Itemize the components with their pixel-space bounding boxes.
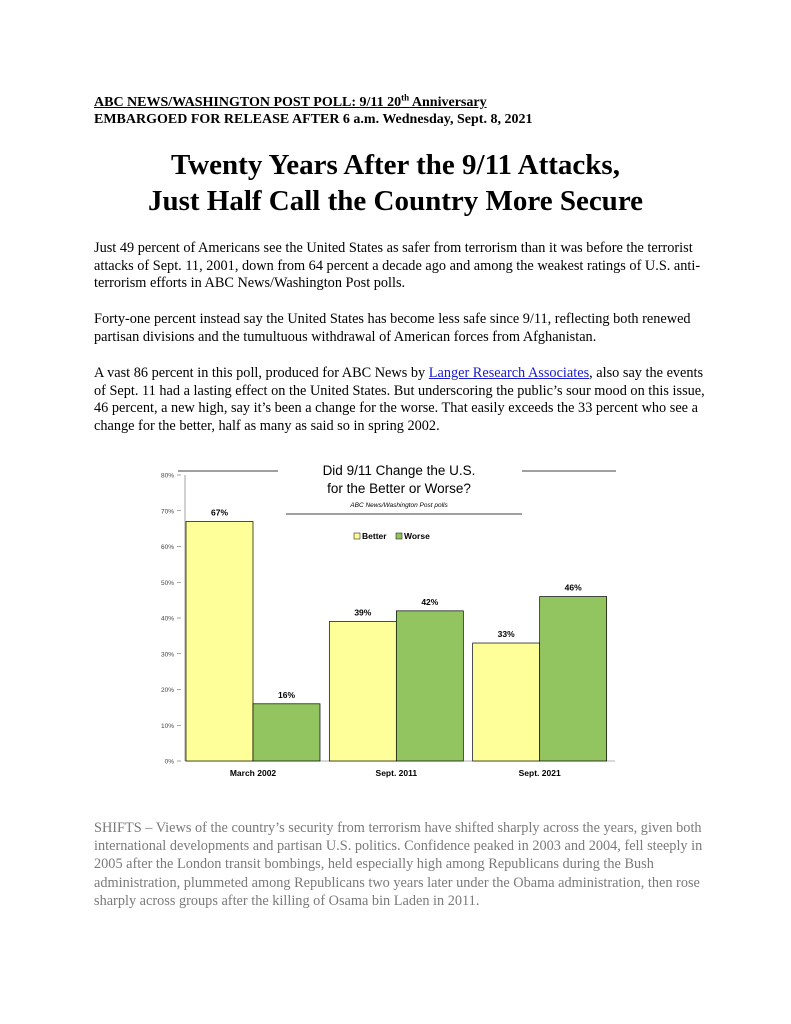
paragraph-2: Forty-one percent instead say the United States has become less safe since 9/11, reflecting both renewed partisan divisions and the tumultuous withdrawal of American forces from Afghanistan. bbox=[94, 311, 691, 345]
data-label: 39% bbox=[354, 607, 372, 618]
header-line-1-suffix: Anniversary bbox=[409, 95, 487, 110]
chart-title-line-2: for the Better or Worse? bbox=[327, 481, 471, 496]
bar-better bbox=[186, 521, 253, 761]
y-tick-label: 70% bbox=[160, 508, 174, 516]
shifts-paragraph: SHIFTS – Views of the country’s security from terrorism have shifted sharply across the years, given both international developments and partisan U.S. politics. Confidence peaked in 2003 and 2004, fell steeply in 2005 after the London transit bombings, held especially high among Republicans during the Bush administration, plummeted among Republicans two years later under the Obama administration, then rose sharply across groups after the killing of Osama bin Laden in 2011. bbox=[94, 820, 703, 909]
bar-chart bbox=[130, 455, 630, 785]
header-superscript: th bbox=[401, 92, 410, 103]
headline-line-1: Twenty Years After the 9/11 Attacks, bbox=[171, 149, 620, 181]
y-tick-label: 40% bbox=[160, 615, 174, 623]
header-embargo-line: EMBARGOED FOR RELEASE AFTER 6 a.m. Wednesday, Sept. 8, 2021 bbox=[94, 112, 533, 127]
legend-label-better: Better bbox=[362, 531, 387, 541]
bar-better bbox=[473, 643, 540, 761]
data-label: 33% bbox=[497, 629, 515, 640]
y-tick-label: 80% bbox=[160, 472, 174, 480]
y-tick-label: 10% bbox=[160, 722, 174, 730]
langer-research-link[interactable]: Langer Research Associates bbox=[428, 365, 590, 381]
data-label: 46% bbox=[564, 582, 582, 593]
bar-better bbox=[329, 622, 396, 761]
paragraph-1: Just 49 percent of Americans see the United States as safer from terrorism than it was before the terrorist attacks of Sept. 11, 2001, down from 64 percent a decade ago and among the weakest ratings of U.S. anti-terrorism efforts in ABC News/Washington Post polls. bbox=[94, 240, 701, 291]
header-line-1-prefix: ABC NEWS/WASHINGTON POST POLL: 9/11 20 bbox=[94, 95, 402, 110]
bar-worse bbox=[540, 597, 607, 761]
legend bbox=[354, 531, 430, 541]
chart-subtitle: ABC News/Washington Post polls bbox=[350, 502, 448, 509]
y-tick-label: 60% bbox=[160, 544, 174, 551]
y-tick-label: 0% bbox=[164, 758, 174, 766]
x-tick-label: Sept. 2021 bbox=[518, 768, 561, 778]
paragraph-3-text-before: A vast 86 percent in this poll, produced for ABC News by bbox=[94, 365, 429, 381]
legend-label-worse: Worse bbox=[404, 531, 430, 541]
paragraph-3-text-after: , also say the events of Sept. 11 had a lasting effect on the United States. But underscoring the public’s sour mood on this issue, 46 percent, a new high, say it’s been a change for the worse. That easily exceeds the 33 percent who see a change for the better, half as many as said so in spring 2002. bbox=[94, 365, 705, 434]
x-tick-label: March 2002 bbox=[229, 768, 277, 778]
y-tick-label: 20% bbox=[160, 687, 174, 694]
legend-swatch-better bbox=[354, 533, 360, 539]
x-tick-label: Sept. 2011 bbox=[375, 768, 418, 778]
data-label: 16% bbox=[277, 689, 296, 700]
data-label: 67% bbox=[210, 507, 229, 518]
chart-title-line-1: Did 9/11 Change the U.S. bbox=[322, 463, 476, 478]
headline-line-2: Just Half Call the Country More Secure bbox=[147, 185, 644, 217]
bar-worse bbox=[396, 611, 463, 761]
header-line-1 bbox=[94, 92, 487, 111]
x-axis-labels bbox=[230, 768, 561, 778]
data-label: 42% bbox=[421, 596, 439, 607]
y-tick-label: 50% bbox=[160, 579, 174, 587]
paragraph-3 bbox=[94, 365, 706, 435]
y-tick-label: 30% bbox=[160, 651, 174, 659]
bar-worse bbox=[253, 704, 320, 761]
legend-swatch-worse bbox=[396, 533, 402, 539]
bars bbox=[186, 507, 607, 761]
